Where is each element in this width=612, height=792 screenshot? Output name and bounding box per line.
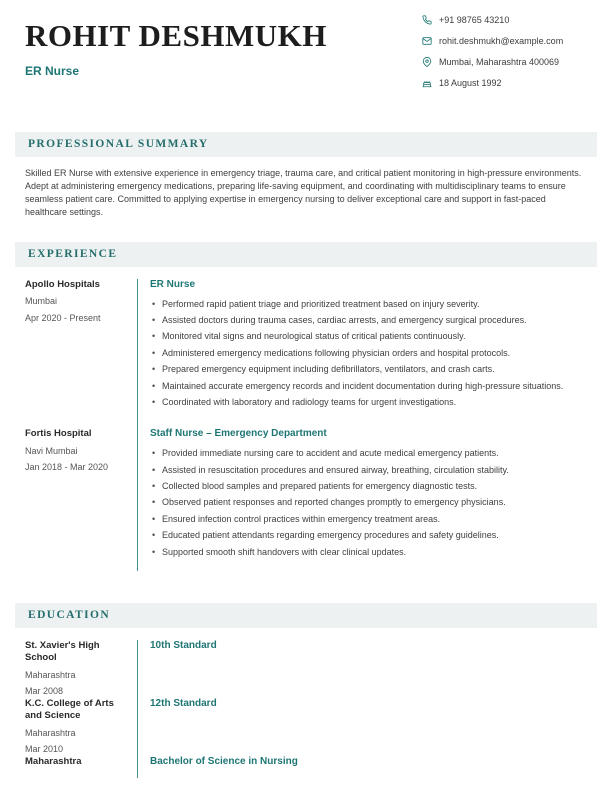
contact-phone <box>422 13 563 26</box>
graduation-date: Mar 2008 <box>25 686 64 697</box>
bullet-item: • Maintained accurate emergency records and incident documentation during high-pressure situations. <box>150 381 587 393</box>
employment-dates: Apr 2020 - Present <box>25 312 101 323</box>
bullet-item: • Monitored vital signs and neurological status of critical patients continuously. <box>150 331 587 343</box>
bullet-item: • Administered emergency medications following physician orders and hospital protocols. <box>150 348 587 360</box>
education-entry-details <box>137 640 587 698</box>
bullet-item: • Prepared emergency equipment including defibrillators, ventilators, and crash carts. <box>150 364 587 376</box>
section-experience <box>0 242 612 571</box>
experience-entry <box>25 428 587 571</box>
role-title: Staff Nurse – Emergency Department <box>150 428 327 440</box>
bullet-item: • Educated patient attendants regarding emergency procedures and safety guidelines. <box>150 530 587 542</box>
education-entry-meta <box>25 640 137 698</box>
section-education <box>0 603 612 778</box>
experience-entry-meta <box>25 279 137 429</box>
education-entry-meta <box>25 698 137 756</box>
education-entry-details <box>137 698 587 756</box>
location-icon <box>422 57 432 67</box>
education-heading: EDUCATION <box>28 608 111 621</box>
location-text: Mumbai, Maharashtra 400069 <box>439 56 560 67</box>
birthday-text: 18 August 1992 <box>439 77 502 88</box>
graduation-date: Mar 2010 <box>25 744 64 755</box>
job-title: ER Nurse <box>25 63 80 78</box>
bullet-item: • Assisted in resuscitation procedures and ensured airway, breathing, circulation stability. <box>150 465 587 477</box>
bullet-item: • Performed rapid patient triage and prioritized treatment based on injury severity. <box>150 299 587 311</box>
bullet-item: • Observed patient responses and reported changes promptly to emergency physicians. <box>150 497 587 509</box>
bullet-item: • Provided immediate nursing care to accident and acute medical emergency patients. <box>150 448 587 460</box>
organization-name: Fortis Hospital <box>25 428 92 440</box>
experience-entry-details <box>137 428 587 571</box>
contact-location <box>422 55 563 68</box>
bullet-item: • Collected blood samples and prepared patients for emergency diagnostic tests. <box>150 481 587 493</box>
education-entry-meta <box>25 756 137 778</box>
email-icon <box>422 36 432 46</box>
employment-dates: Jan 2018 - Mar 2020 <box>25 462 109 473</box>
organization-location: Navi Mumbai <box>25 445 78 456</box>
institution-name: Maharashtra <box>25 756 82 768</box>
education-entry <box>25 756 587 778</box>
organization-location: Mumbai <box>25 296 58 307</box>
summary-heading: PROFESSIONAL SUMMARY <box>28 137 209 150</box>
experience-entry <box>25 279 587 429</box>
institution-location: Maharashtra <box>25 727 76 738</box>
role-bullet-list <box>150 299 587 409</box>
contact-email <box>422 34 563 47</box>
degree-title: 10th Standard <box>150 639 217 651</box>
email-address: rohit.deshmukh@example.com <box>439 35 564 46</box>
bullet-item: • Coordinated with laboratory and radiology teams for urgent investigations. <box>150 397 587 409</box>
section-professional-summary <box>0 132 612 219</box>
education-entry-details <box>137 756 587 778</box>
candidate-name: ROHIT DESHMUKH <box>25 18 327 53</box>
phone-number: +91 98765 43210 <box>439 14 510 25</box>
organization-name: Apollo Hospitals <box>25 278 100 290</box>
birthday-icon <box>422 78 432 88</box>
experience-heading-band <box>15 242 597 267</box>
experience-entry-details <box>137 279 587 429</box>
degree-title: 12th Standard <box>150 698 217 710</box>
education-entries <box>25 640 587 778</box>
phone-icon <box>422 15 432 25</box>
bullet-item: • Assisted doctors during trauma cases, cardiac arrests, and emergency surgical procedures. <box>150 315 587 327</box>
education-entry <box>25 698 587 756</box>
summary-text: Skilled ER Nurse with extensive experience in emergency triage, trauma care, and critical patient monitoring in high-pressure environments. Adept at administering emergency medications, preparing life-saving equipment, and coordinating with multidisciplinary teams to ensure seamless patient care. Committed to applying expertise in emergency nursing to deliver exceptional care and support in fast-paced healthcare settings. <box>25 167 582 217</box>
resume-header <box>0 0 612 88</box>
role-bullet-list <box>150 448 587 558</box>
role-title: ER Nurse <box>150 278 196 290</box>
contact-birthday <box>422 76 563 89</box>
institution-name: K.C. College of Arts and Science <box>25 698 114 722</box>
experience-entries <box>25 279 587 571</box>
summary-heading-band <box>15 132 597 157</box>
education-entry <box>25 640 587 698</box>
experience-heading: EXPERIENCE <box>28 247 118 260</box>
bullet-item: • Supported smooth shift handovers with clear clinical updates. <box>150 547 587 559</box>
institution-location: Maharashtra <box>25 669 76 680</box>
education-heading-band <box>15 603 597 628</box>
degree-title: Bachelor of Science in Nursing <box>150 756 298 768</box>
experience-entry-meta <box>25 428 137 571</box>
contact-block <box>422 13 563 97</box>
bullet-item: • Ensured infection control practices within emergency treatment areas. <box>150 514 587 526</box>
institution-name: St. Xavier's High School <box>25 639 100 664</box>
